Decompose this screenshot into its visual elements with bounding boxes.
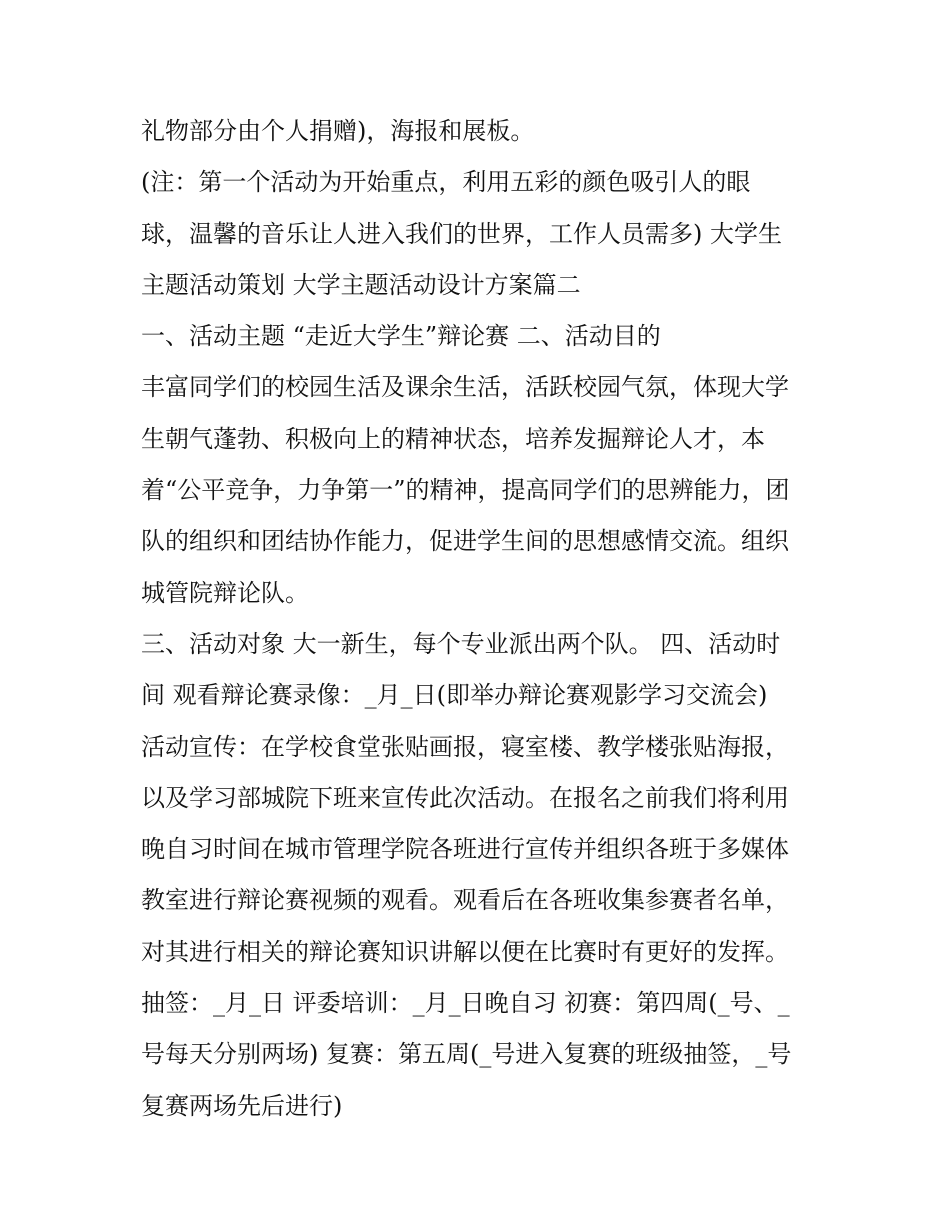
text-line: (注：第一个活动为开始重点，利用五彩的颜色吸引人的眼 (141, 168, 751, 197)
text-line: 以及学习部城院下班来宣传此次活动。在报名之前我们将利用 (141, 783, 789, 812)
text-line: 一、活动主题 “走近大学生”辩论赛 二、活动目的 (141, 322, 661, 351)
text-line: 队的组织和团结协作能力，促进学生间的思想感情交流。组织 (141, 527, 789, 556)
text-line: 晚自习时间在城市管理学院各班进行宣传并组织各班于多媒体 (141, 835, 789, 864)
text-line: 丰富同学们的校园生活及课余生活，活跃校园气氛，体现大学 (141, 373, 789, 402)
text-line: 对其进行相关的辩论赛知识讲解以便在比赛时有更好的发挥。 (141, 937, 789, 966)
text-line: 复赛两场先后进行) (141, 1091, 343, 1120)
text-line: 号每天分别两场) 复赛：第五周(_号进入复赛的班级抽签，_号 (141, 1040, 792, 1069)
text-line: 活动宣传：在学校食堂张贴画报，寝室楼、教学楼张贴海报， (141, 732, 789, 761)
text-line: 抽签：_月_日 评委培训：_月_日晚自习 初赛：第四周(_号、_ (141, 989, 790, 1018)
body-text (141, 106, 821, 1132)
text-line: 球，温馨的音乐让人进入我们的世界，工作人员需多) 大学生 (141, 219, 782, 248)
text-line: 三、活动对象 大一新生，每个专业派出两个队。 四、活动时 (141, 629, 781, 658)
text-line: 着“公平竞争，力争第一”的精神，提高同学们的思辨能力，团 (141, 476, 790, 505)
text-line: 礼物部分由个人捐赠)，海报和展板。 (141, 117, 535, 145)
text-line: 间 观看辩论赛录像：_月_日(即举办辩论赛观影学习交流会) (141, 681, 768, 710)
text-line: 教室进行辩论赛视频的观看。观看后在各班收集参赛者名单， (141, 886, 789, 915)
text-line: 主题活动策划 大学主题活动设计方案篇二 (141, 270, 581, 299)
text-line: 城管院辩论队。 (141, 578, 309, 607)
text-line: 生朝气蓬勃、积极向上的精神状态，培养发掘辩论人才，本 (141, 424, 765, 453)
